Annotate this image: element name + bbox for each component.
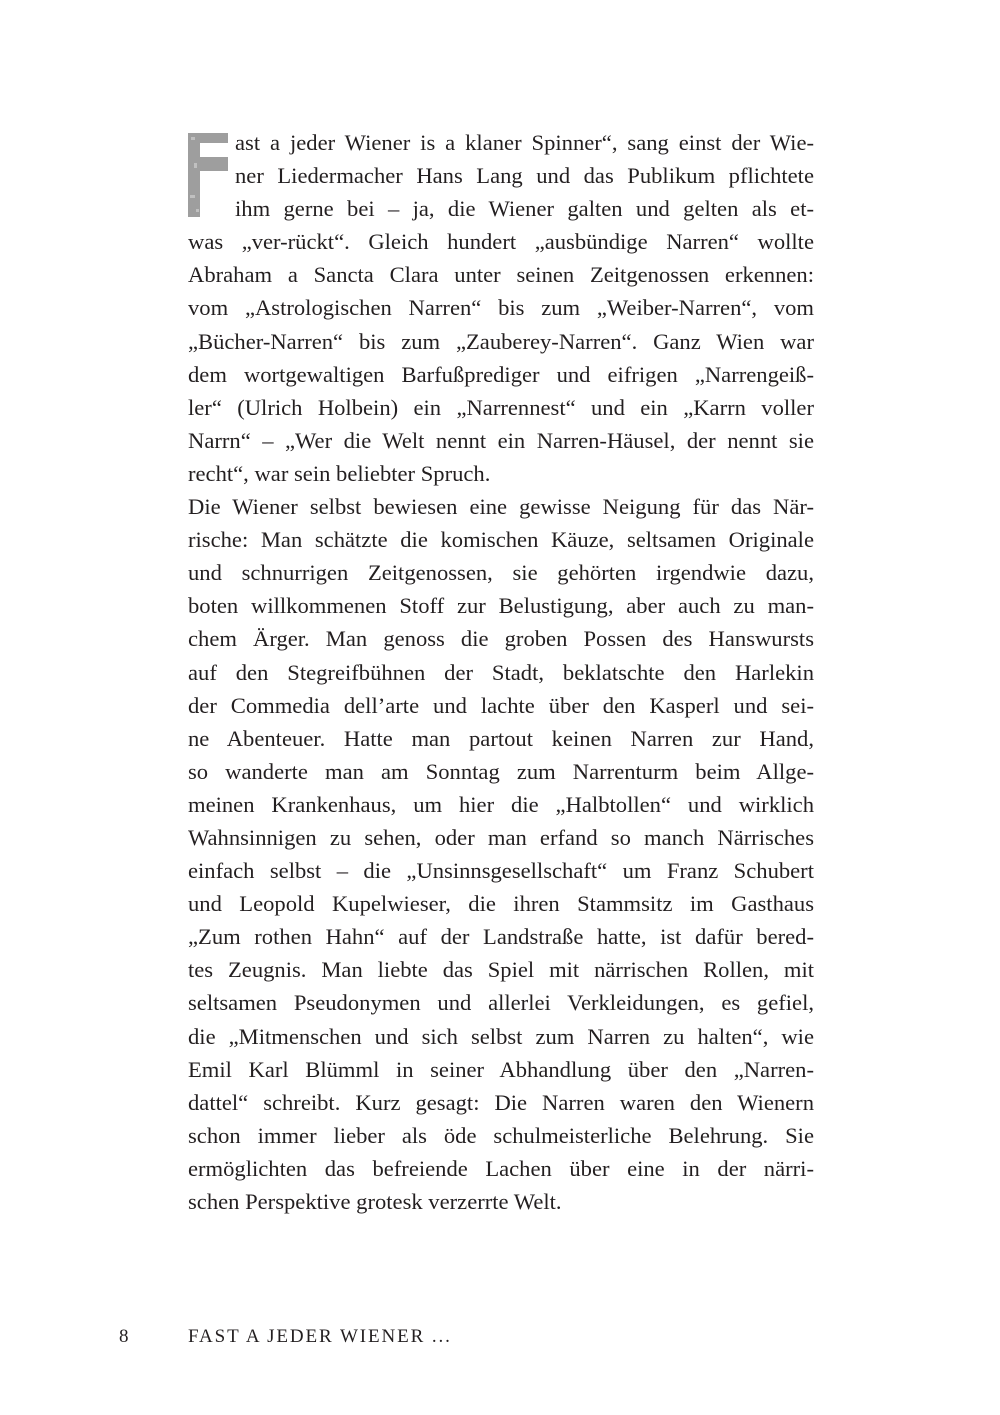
text-line: was „ver-rückt“. Gleich hundert „ausbündige Narren“ wollte <box>188 229 814 255</box>
text-line: ihm gerne bei – ja, die Wiener galten und gelten als et- <box>235 196 814 222</box>
paragraph-2 <box>188 490 814 1218</box>
text-line: der Commedia dell’arte und lachte über den Kasperl und sei- <box>188 692 814 718</box>
text-line: und schnurrigen Zeitgenossen, sie gehörten irgendwie dazu, <box>188 560 814 586</box>
text-line: dattel“ schreibt. Kurz gesagt: Die Narren waren den Wienern <box>188 1089 814 1115</box>
text-line: dem wortgewaltigen Barfußprediger und eifrigen „Narrengeiß- <box>188 361 814 387</box>
text-line: meinen Krankenhaus, um hier die „Halbtollen“ und wirklich <box>188 791 814 817</box>
text-line: ner Liedermacher Hans Lang und das Publikum pflichtete <box>235 163 814 189</box>
text-line: einfach selbst – die „Unsinnsgesellschaft“ um Franz Schubert <box>188 858 814 884</box>
text-line: schon immer lieber als öde schulmeisterliche Belehrung. Sie <box>188 1122 814 1148</box>
text-line: chem Ärger. Man genoss die groben Possen des Hanswursts <box>188 626 814 652</box>
text-line: rische: Man schätzte die komischen Käuze, seltsamen Originale <box>188 527 814 553</box>
text-line: schen Perspektive grotesk verzerrte Welt. <box>188 1189 562 1214</box>
text-line: ler“ (Ulrich Holbein) ein „Narrennest“ und ein „Karrn voller <box>188 394 814 420</box>
text-line: ast a jeder Wiener is a klaner Spinner“, sang einst der Wie- <box>235 130 814 155</box>
text-line: auf den Stegreifbühnen der Stadt, beklatschte den Harlekin <box>188 659 814 685</box>
page-number: 8 <box>119 1326 129 1347</box>
running-title: FAST A JEDER WIENER ... <box>188 1326 452 1347</box>
text-line: Die Wiener selbst bewiesen eine gewisse Neigung für das När- <box>188 494 814 520</box>
text-line: so wanderte man am Sonntag zum Narrenturm beim Allge- <box>188 758 814 784</box>
text-line: die „Mitmenschen und sich selbst zum Narren zu halten“, wie <box>188 1023 814 1049</box>
text-line: recht“, war sein beliebter Spruch. <box>188 460 491 486</box>
text-line: „Zum rothen Hahn“ auf der Landstraße hatte, ist dafür bered- <box>188 924 814 950</box>
text-line: und Leopold Kupelwieser, die ihren Stammsitz im Gasthaus <box>188 891 814 917</box>
body-text <box>188 126 814 1218</box>
text-line: Abraham a Sancta Clara unter seinen Zeitgenossen erkennen: <box>188 262 814 288</box>
paragraph-1 <box>188 126 814 490</box>
text-line: „Bücher-Narren“ bis zum „Zauberey-Narren“. Ganz Wien war <box>188 328 814 354</box>
text-line: Wahnsinnigen zu sehen, oder man erfand so manch Närrisches <box>188 824 814 850</box>
text-line: seltsamen Pseudonymen und allerlei Verkleidungen, es gefiel, <box>188 990 814 1016</box>
text-line: vom „Astrologischen Narren“ bis zum „Weiber-Narren“, vom <box>188 295 814 321</box>
text-line: Emil Karl Blümml in seiner Abhandlung über den „Narren- <box>188 1056 814 1082</box>
text-line: boten willkommenen Stoff zur Belustigung, aber auch zu man- <box>188 593 814 619</box>
text-line: ermöglichten das befreiende Lachen über eine in der närri- <box>188 1155 814 1181</box>
text-line: Narrn“ – „Wer die Welt nennt ein Narren-Häusel, der nennt sie <box>188 427 814 453</box>
text-line: tes Zeugnis. Man liebte das Spiel mit närrischen Rollen, mit <box>188 957 814 983</box>
text-line: ne Abenteuer. Hatte man partout keinen Narren zur Hand, <box>188 725 814 751</box>
